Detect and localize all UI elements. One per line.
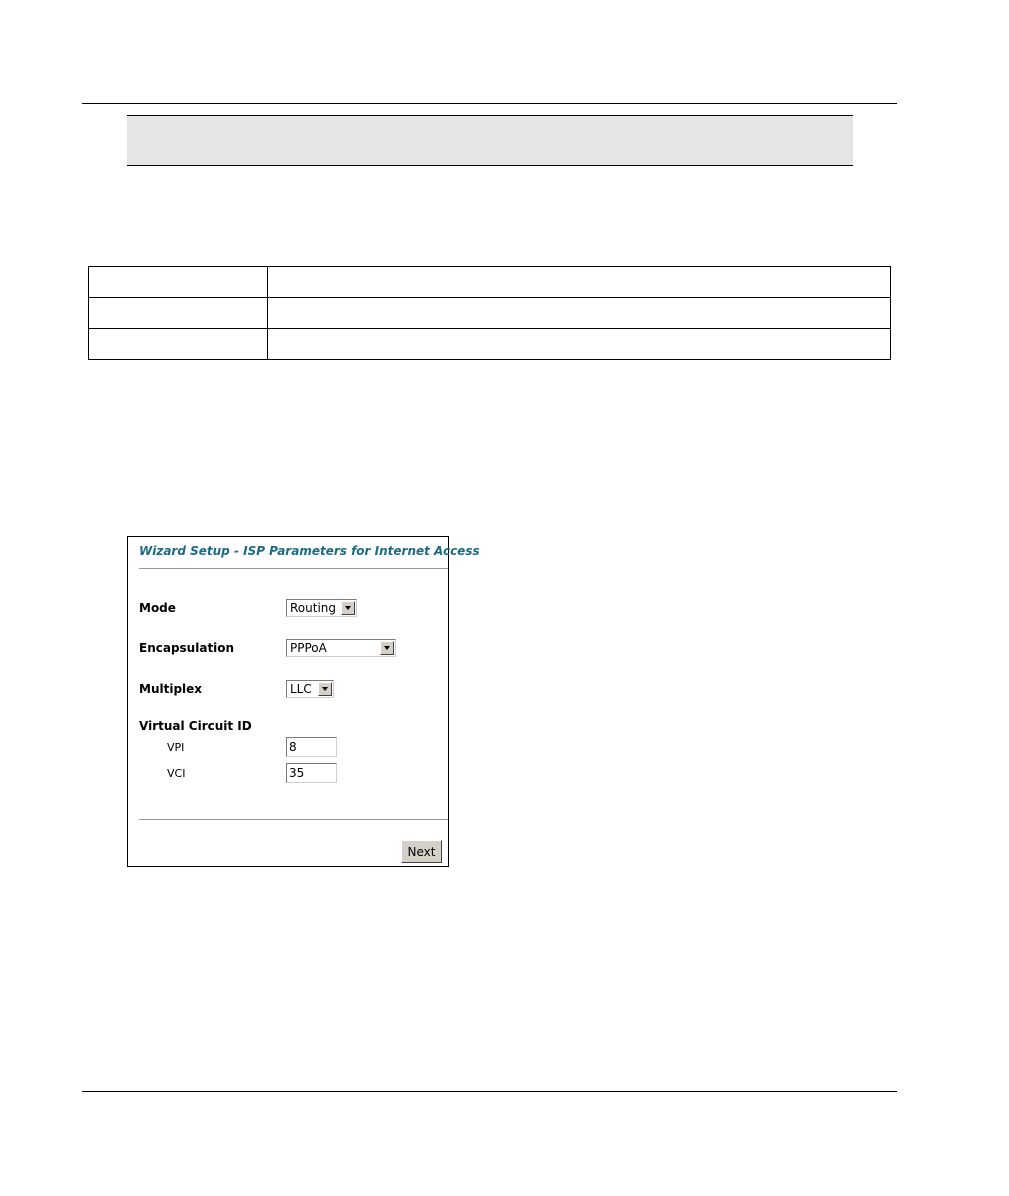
table-cell xyxy=(268,267,891,298)
vci-label: VCI xyxy=(167,767,186,780)
table-cell xyxy=(268,298,891,329)
chevron-down-icon[interactable] xyxy=(318,682,332,696)
vpi-label: VPI xyxy=(167,741,185,754)
info-table xyxy=(88,266,891,360)
footer-divider xyxy=(139,819,448,820)
multiplex-label: Multiplex xyxy=(139,682,203,696)
vpi-input[interactable] xyxy=(286,737,337,757)
multiplex-select[interactable] xyxy=(286,680,334,698)
wizard-screenshot xyxy=(127,536,480,867)
vci-input[interactable] xyxy=(286,763,337,783)
encapsulation-select[interactable] xyxy=(286,639,396,657)
mode-select[interactable] xyxy=(286,599,357,617)
wizard-title: Wizard Setup - ISP Parameters for Internet Access xyxy=(139,544,480,558)
encapsulation-select-value: PPPoA xyxy=(290,641,327,655)
table-cell xyxy=(268,329,891,360)
header-rule xyxy=(82,103,897,104)
mode-select-value: Routing xyxy=(290,601,337,615)
virtual-circuit-id-label: Virtual Circuit ID xyxy=(139,719,252,733)
multiplex-select-value: LLC xyxy=(290,682,312,696)
table-row xyxy=(89,329,891,360)
chevron-down-icon[interactable] xyxy=(341,601,355,615)
chevron-down-icon[interactable] xyxy=(380,641,394,655)
table-cell xyxy=(89,298,268,329)
encapsulation-label: Encapsulation xyxy=(139,641,235,655)
mode-label: Mode xyxy=(139,601,176,615)
title-divider xyxy=(139,568,448,569)
table-cell xyxy=(89,267,268,298)
next-button[interactable]: Next xyxy=(401,840,442,863)
table-row xyxy=(89,298,891,329)
footer-rule xyxy=(82,1091,897,1092)
table-cell xyxy=(89,329,268,360)
table-row xyxy=(89,267,891,298)
note-box xyxy=(127,115,853,166)
